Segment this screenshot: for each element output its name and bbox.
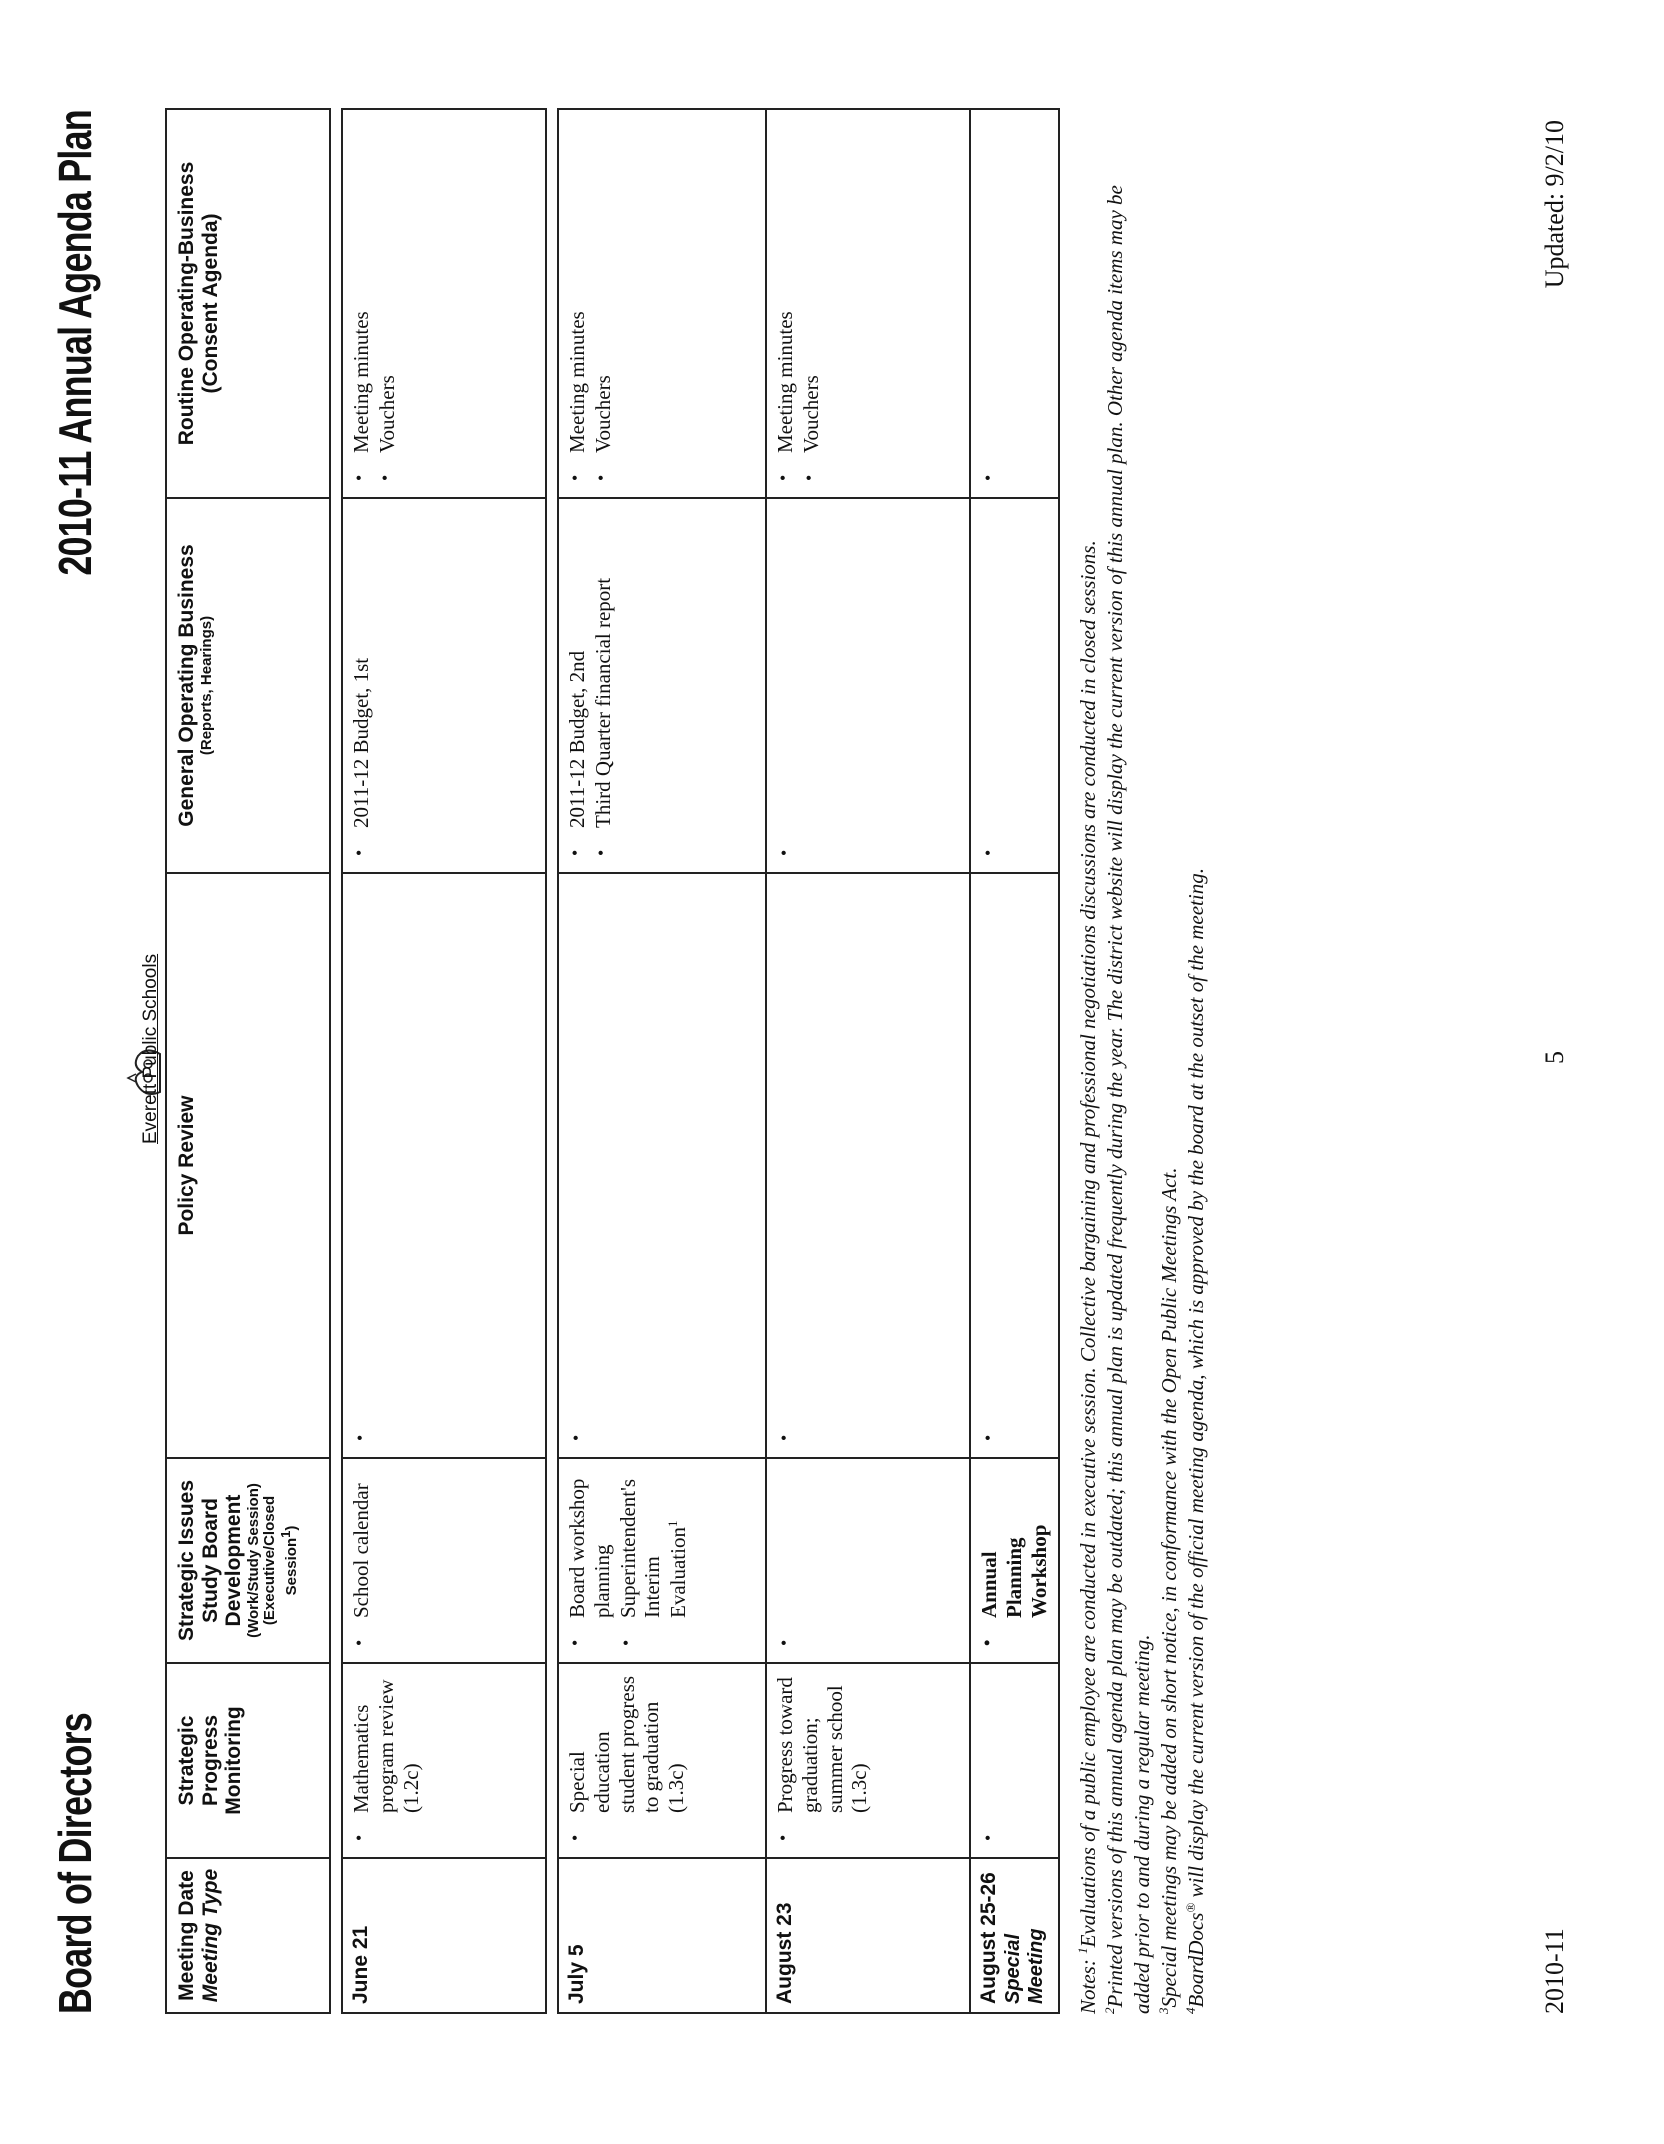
- meeting-type-header: Meeting Type: [198, 1868, 222, 2003]
- strategic-sub2-end: ): [283, 1525, 301, 1531]
- meeting-date-cell: [970, 1858, 1059, 2013]
- list-item: • School calendar: [349, 1467, 374, 1632]
- general-cell: [970, 498, 1059, 873]
- note-1: Notes: $^1$Evaluations of a public employee are conducted in executive session. Collective bargaining and professional negotiations discussions are conducted in closed sessions.: [1075, 540, 1100, 2014]
- list-item: • 2011-12 Budget, 2nd: [565, 507, 590, 842]
- board-of-directors-heading: Board of Directors: [49, 1713, 101, 2014]
- document-title: 2010-11 Annual Agenda Plan: [49, 110, 101, 576]
- strategic-cell: [766, 1458, 970, 1663]
- policy-header: Policy Review: [175, 1095, 198, 1236]
- table-row: [558, 109, 766, 2013]
- general-cell: [342, 498, 546, 873]
- note-4-text: will display the current version of the official meeting agenda, which is approved by the board at the outset of the meeting.: [1183, 868, 1208, 1903]
- list-item: • Annual Planning Workshop: [977, 1467, 1051, 1632]
- table-row: [970, 109, 1059, 2013]
- footnote-ref: 1: [665, 1520, 681, 1528]
- note-3: $^3$Special meetings may be added on short notice, in conformance with the Open Public Meetings Act.: [1155, 1167, 1181, 2014]
- list-item: • Third Quarter financial report: [591, 507, 616, 842]
- list-item: • Special education student progress to graduation (1.3c): [565, 1672, 689, 1827]
- meeting-date-cell: [558, 1858, 766, 2013]
- strategic-sub1: (Work/Study Session): [244, 1483, 262, 1638]
- routine-sub: (Consent Agenda): [198, 213, 222, 394]
- notes-lead: Notes:: [1076, 1953, 1100, 2014]
- meeting-date-cell: [766, 1858, 970, 2013]
- page-number: 5: [1540, 1051, 1569, 1064]
- table-row: [766, 109, 970, 2013]
- general-cell: [558, 498, 766, 873]
- routine-cell: [970, 109, 1059, 498]
- footnotes: [1075, 154, 1209, 2014]
- list-item: • Vouchers: [375, 118, 400, 467]
- updated-date: Updated: 9/2/10: [1540, 120, 1569, 289]
- list-item: • Board workshop planning: [565, 1467, 615, 1632]
- routine-cell: [342, 109, 546, 498]
- table-header-row: [166, 109, 330, 2013]
- progress-cell: [970, 1663, 1059, 1858]
- strategic-header: Strategic Issues Study Board Development: [175, 1479, 246, 1642]
- list-item: • Meeting minutes: [349, 118, 374, 467]
- note-4-brand: BoardDocs: [1183, 1912, 1208, 2008]
- list-item: • Meeting minutes: [565, 118, 590, 467]
- strategic-cell: [558, 1458, 766, 1663]
- policy-cell: [970, 873, 1059, 1458]
- note-2-text: Printed versions of this annual agenda plan may be outdated; this annual plan is updated frequently during the year. The district website will display the current version of this annual plan. Other agenda items may be added prior to and during a regular meeting.: [1102, 185, 1154, 2014]
- routine-header: Routine Operating-Business: [175, 161, 198, 446]
- school-name-logo-text: Everett Public Schools: [140, 953, 161, 1144]
- meeting-date: August 23: [773, 1902, 796, 2004]
- general-cell: [766, 498, 970, 873]
- progress-cell: [766, 1663, 970, 1858]
- registered-mark: ®: [1182, 1902, 1198, 1913]
- list-item: • 2011-12 Budget, 1st: [349, 507, 374, 842]
- list-item-text: Superintendent's Interim Evaluation: [615, 1478, 691, 1618]
- policy-cell: [558, 873, 766, 1458]
- col-general: [166, 498, 330, 873]
- strategic-sub2-sup: 1: [278, 1530, 294, 1538]
- note-4: $^4$BoardDocs® will display the current version of the official meeting agenda, which is approved by the board at the outset of the meeting.: [1182, 868, 1208, 2014]
- policy-cell: [766, 873, 970, 1458]
- col-strategic: [166, 1458, 330, 1663]
- meeting-date-cell: [342, 1858, 546, 2013]
- meeting-type: Special Meeting: [1001, 1928, 1048, 2004]
- table-row: [342, 109, 546, 2013]
- note-1-text: Evaluations of a public employee are conducted in executive session. Collective bargaining and professional negotiations discussions are conducted in closed sessions.: [1076, 540, 1100, 1948]
- general-sub: (Reports, Hearings): [197, 615, 215, 756]
- general-header: General Operating Business: [175, 544, 198, 827]
- list-item: • Meeting minutes: [773, 118, 798, 467]
- agenda-plan-table: [165, 108, 1060, 2014]
- meeting-date: August 25-26: [977, 1872, 1000, 2004]
- strategic-cell: [970, 1458, 1059, 1663]
- col-routine: [166, 109, 330, 498]
- col-policy: [166, 873, 330, 1458]
- strategic-sub2: (Executive/Closed Session: [261, 1495, 301, 1626]
- progress-header: Strategic Progress Monitoring: [175, 1706, 246, 1815]
- col-meeting-date: [166, 1858, 330, 2013]
- meeting-date: June 21: [349, 1925, 372, 2004]
- list-item: • Vouchers: [799, 118, 824, 467]
- footer-year: 2010-11: [1540, 1928, 1569, 2014]
- note-2: $^2$Printed versions of this annual agenda plan may be outdated; this annual plan is updated frequently during the year. The district website will display the current version of this annual plan. Other agenda items may be added prior to and during a regular meeting.: [1101, 185, 1154, 2014]
- progress-cell: [342, 1663, 546, 1858]
- strategic-cell: [342, 1458, 546, 1663]
- meeting-date: July 5: [565, 1944, 588, 2004]
- list-item: • Vouchers: [591, 118, 616, 467]
- note-3-text: Special meetings may be added on short notice, in conformance with the Open Public Meetings Act.: [1156, 1167, 1181, 2008]
- policy-cell: [342, 873, 546, 1458]
- list-item: • Progress toward graduation; summer school (1.3c): [773, 1672, 872, 1827]
- routine-cell: [558, 109, 766, 498]
- routine-cell: [766, 109, 970, 498]
- progress-cell: [558, 1663, 766, 1858]
- col-progress: [166, 1663, 330, 1858]
- meeting-date-header: Meeting Date: [175, 1870, 198, 2001]
- list-item: [616, 1467, 691, 1632]
- list-item: • Mathematics program review (1.2c): [349, 1672, 423, 1827]
